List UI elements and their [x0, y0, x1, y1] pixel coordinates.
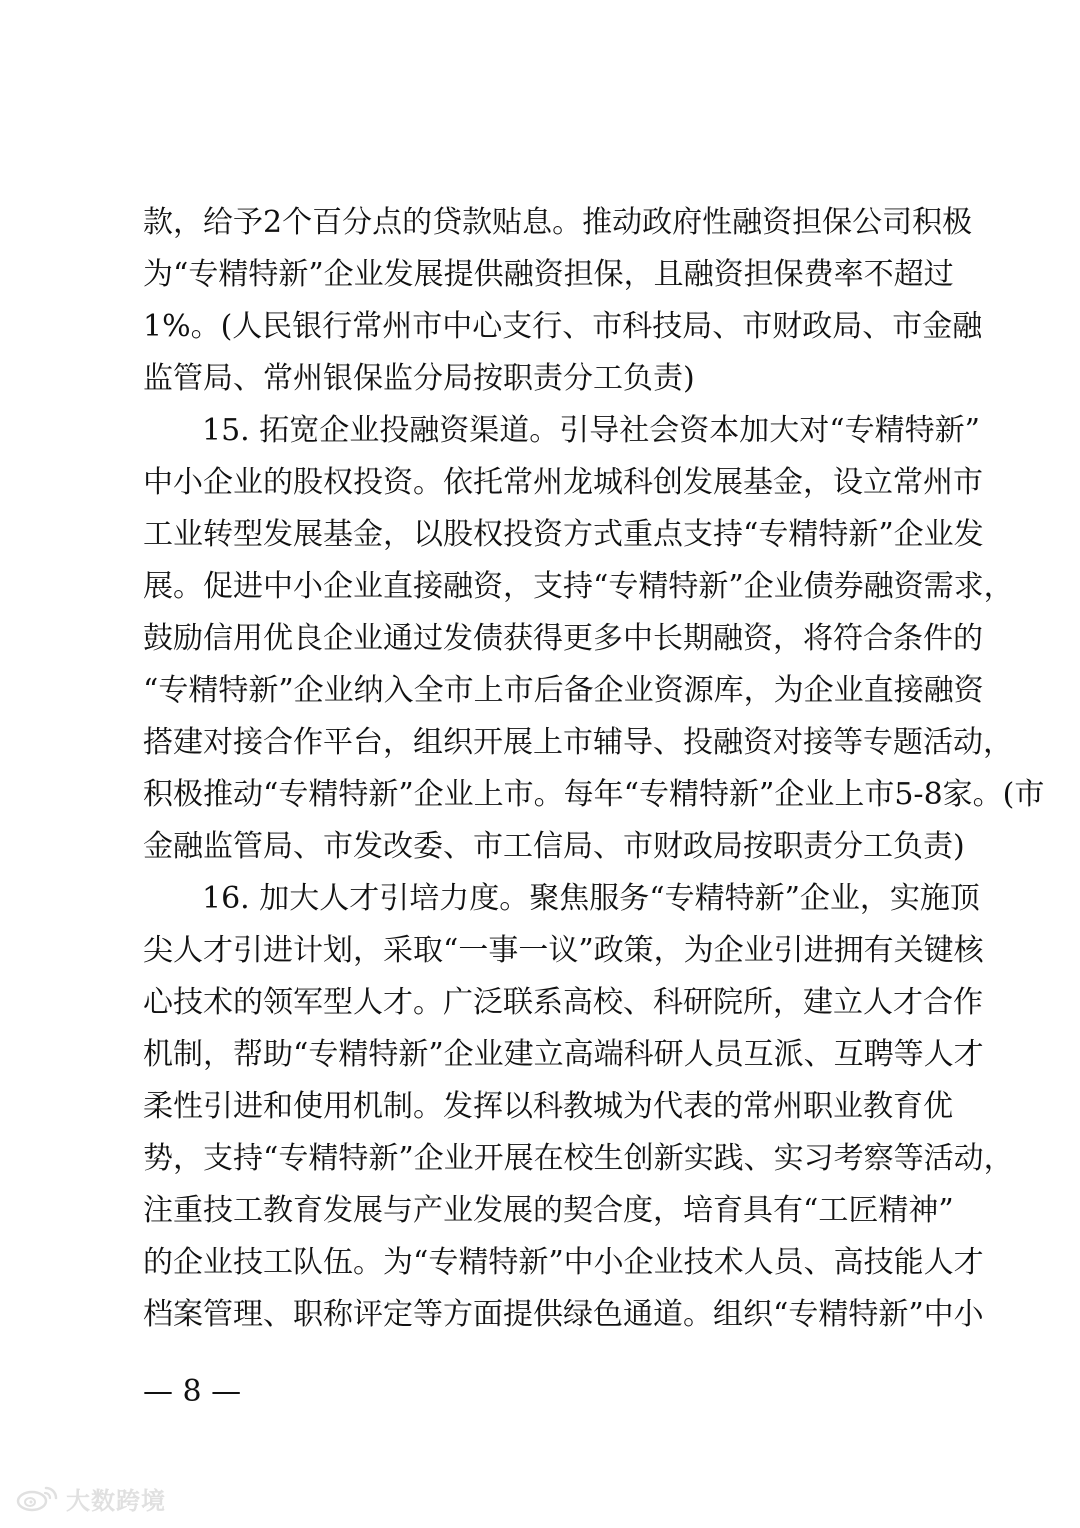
text-line: 款，给予2个百分点的贷款贴息。推动政府性融资担保公司积极 — [143, 205, 973, 240]
text-line: 机制，帮助“专精特新”企业建立高端科研人员互派、互聘等人才 — [143, 1037, 984, 1072]
weibo-logo-icon — [12, 1484, 60, 1512]
text-line: 尖人才引进计划，采取“一事一议”政策，为企业引进拥有关键核 — [143, 933, 984, 968]
text-line: 鼓励信用优良企业通过发债获得更多中长期融资，将符合条件的 — [143, 621, 983, 656]
text-line: 中小企业的股权投资。依托常州龙城科创发展基金，设立常州市 — [143, 465, 983, 500]
text-line: 金融监管局、市发改委、市工信局、市财政局按职责分工负责) — [143, 829, 965, 864]
page-number: — 8 — — [143, 1374, 242, 1409]
text-line: 积极推动“专精特新”企业上市。每年“专精特新”企业上市5-8家。(市 — [143, 777, 1045, 812]
text-line: 搭建对接合作平台，组织开展上市辅导、投融资对接等专题活动， — [143, 725, 1013, 760]
text-line: 的企业技工队伍。为“专精特新”中小企业技术人员、高技能人才 — [143, 1245, 984, 1280]
text-line: 势，支持“专精特新”企业开展在校生创新实践、实习考察等活动， — [143, 1141, 1014, 1176]
watermark — [12, 1480, 166, 1516]
text-line: 为“专精特新”企业发展提供融资担保，且融资担保费率不超过 — [143, 257, 954, 292]
section-15-heading-line: 15. 拓宽企业投融资渠道。引导社会资本加大对“专精特新” — [202, 413, 980, 448]
section-16-heading-line: 16. 加大人才引培力度。聚焦服务“专精特新”企业，实施顶 — [202, 881, 980, 916]
text-line: 注重技工教育发展与产业发展的契合度，培育具有“工匠精神” — [143, 1193, 954, 1228]
watermark-text: 大数跨境 — [66, 1486, 166, 1515]
text-line: “专精特新”企业纳入全市上市后备企业资源库，为企业直接融资 — [143, 673, 984, 708]
text-line: 1%。(人民银行常州市中心支行、市科技局、市财政局、市金融 — [143, 309, 983, 344]
text-line: 工业转型发展基金，以股权投资方式重点支持“专精特新”企业发 — [143, 517, 984, 552]
text-line: 档案管理、职称评定等方面提供绿色通道。组织“专精特新”中小 — [143, 1297, 984, 1332]
text-line: 心技术的领军型人才。广泛联系高校、科研院所，建立人才合作 — [143, 985, 983, 1020]
text-line: 监管局、常州银保监分局按职责分工负责) — [143, 361, 695, 396]
text-line: 展。促进中小企业直接融资，支持“专精特新”企业债券融资需求， — [143, 569, 1014, 604]
text-line: 柔性引进和使用机制。发挥以科教城为代表的常州职业教育优 — [143, 1089, 953, 1124]
